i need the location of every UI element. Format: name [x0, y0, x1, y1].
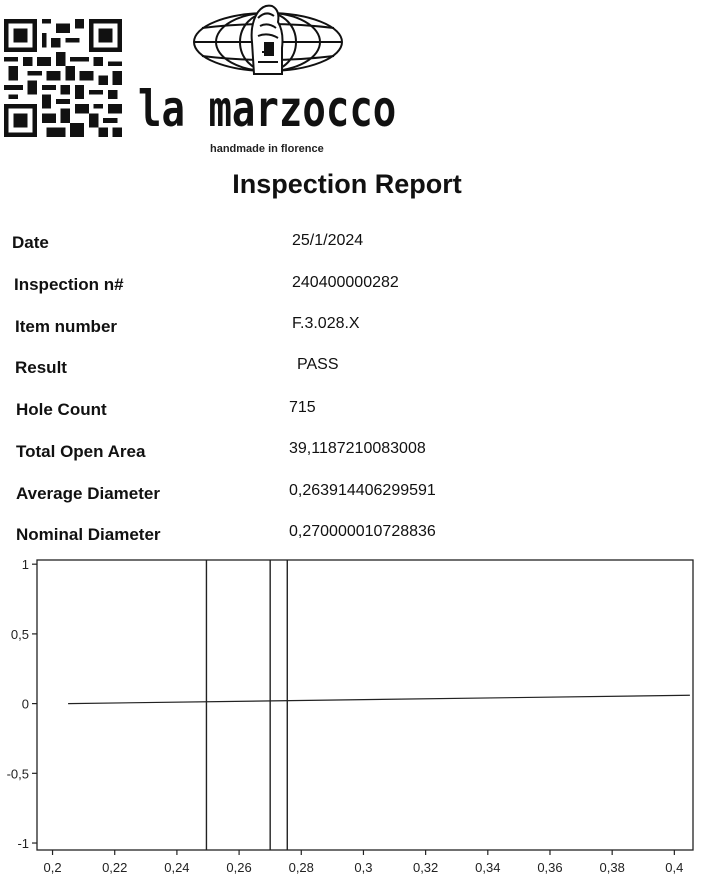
field-open-area-label: Total Open Area — [16, 442, 146, 461]
x-tick-label-0: 0,2 — [43, 860, 62, 875]
brand-name: la marzocco — [138, 80, 397, 138]
report-title: Inspection Report — [232, 169, 462, 199]
field-date-label: Date — [12, 233, 49, 252]
x-tick-label-6: 0,32 — [412, 860, 439, 875]
field-date-value: 25/1/2024 — [292, 232, 364, 249]
field-inspection-label: Inspection n# — [14, 275, 124, 294]
series-line-0 — [68, 695, 690, 703]
brand-tagline: handmade in florence — [210, 143, 324, 155]
x-tick-label-10: 0,4 — [665, 860, 684, 875]
field-hole-count-value: 715 — [289, 399, 316, 416]
x-tick-label-5: 0,3 — [354, 860, 373, 875]
field-inspection-value: 240400000282 — [292, 274, 399, 291]
field-nominal-diameter-value: 0,270000010728836 — [289, 523, 436, 540]
y-tick-label-0: 1 — [21, 557, 29, 573]
field-item-number-label: Item number — [15, 317, 118, 336]
x-tick-label-8: 0,36 — [537, 860, 563, 875]
field-result-label: Result — [15, 358, 67, 377]
x-tick-label-2: 0,24 — [164, 860, 190, 875]
y-tick-label-3: -0,5 — [6, 766, 29, 782]
field-open-area-value: 39,1187210083008 — [289, 440, 426, 457]
diameter-chart — [0, 552, 701, 879]
x-tick-label-1: 0,22 — [102, 860, 128, 875]
x-tick-label-3: 0,26 — [226, 860, 252, 875]
x-tick-label-7: 0,34 — [475, 860, 501, 875]
field-avg-diameter-value: 0,263914406299591 — [289, 482, 436, 499]
y-tick-label-1: 0,5 — [10, 626, 29, 642]
x-tick-label-9: 0,38 — [599, 860, 625, 875]
field-avg-diameter-label: Average Diameter — [16, 484, 160, 503]
x-tick-label-4: 0,28 — [288, 860, 314, 875]
field-nominal-diameter-label: Nominal Diameter — [16, 525, 161, 544]
y-tick-label-4: -1 — [17, 836, 29, 852]
field-hole-count-label: Hole Count — [16, 400, 107, 419]
qr-code-icon — [4, 17, 122, 139]
lion-globe-logo-icon — [192, 2, 344, 76]
plot-area-frame — [37, 560, 693, 850]
field-result-value: PASS — [297, 356, 339, 373]
field-item-number-value: F.3.028.X — [292, 315, 360, 332]
y-tick-label-2: 0 — [21, 696, 29, 712]
